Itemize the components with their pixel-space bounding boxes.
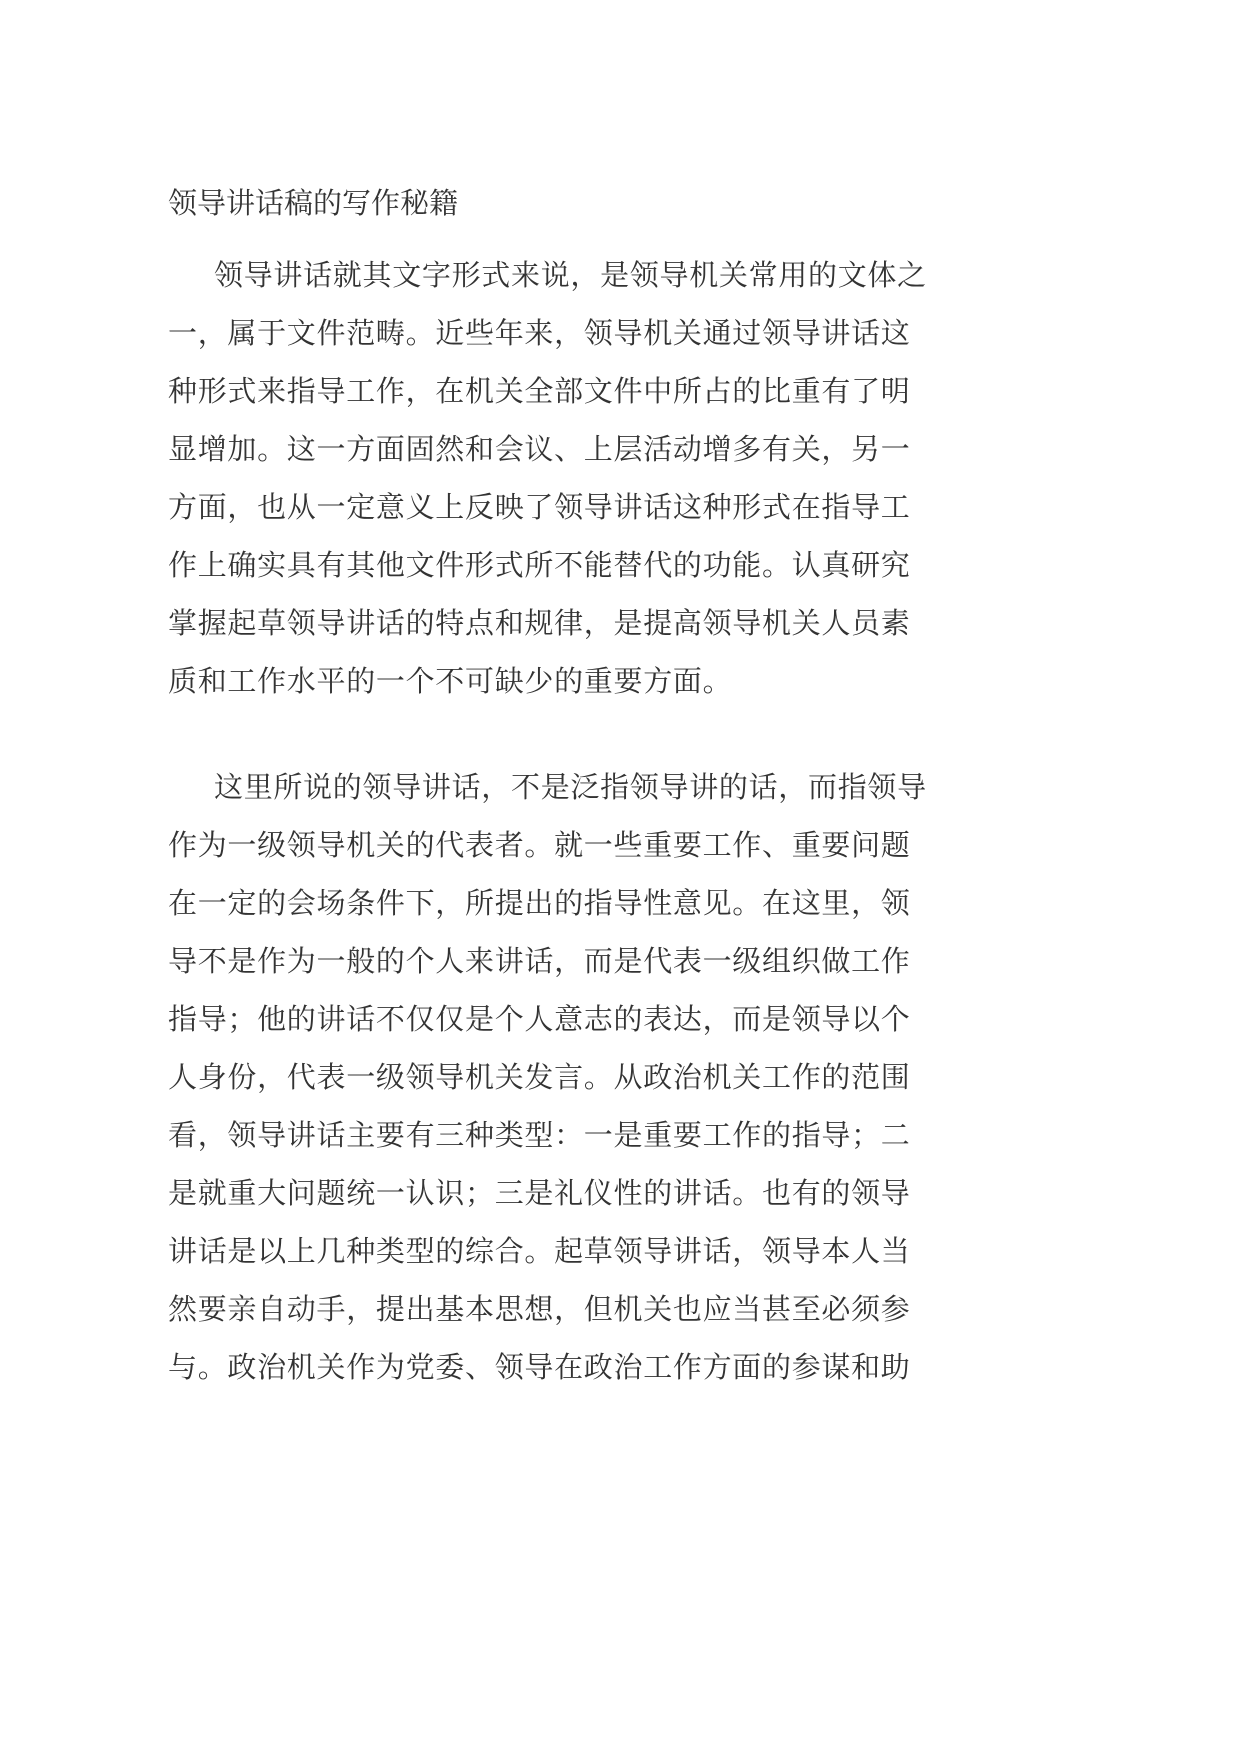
text-line: 一，属于文件范畴。近些年来，领导机关通过领导讲话这	[168, 316, 911, 350]
text-line: 作上确实具有其他文件形式所不能替代的功能。认真研究	[168, 548, 911, 582]
paragraph-2	[168, 758, 948, 1396]
text-line: 领导讲话就其文字形式来说，是领导机关常用的文体之	[214, 258, 927, 292]
text-line: 这里所说的领导讲话，不是泛指领导讲的话，而指领导	[214, 770, 927, 804]
text-line: 与。政治机关作为党委、领导在政治工作方面的参谋和助	[168, 1350, 911, 1384]
text-line: 讲话是以上几种类型的综合。起草领导讲话，领导本人当	[168, 1234, 911, 1268]
text-line: 质和工作水平的一个不可缺少的重要方面。	[168, 664, 733, 698]
text-line: 然要亲自动手，提出基本思想，但机关也应当甚至必须参	[168, 1292, 911, 1326]
text-line: 掌握起草领导讲话的特点和规律，是提高领导机关人员素	[168, 606, 911, 640]
text-line: 是就重大问题统一认识；三是礼仪性的讲话。也有的领导	[168, 1176, 911, 1210]
text-line: 人身份，代表一级领导机关发言。从政治机关工作的范围	[168, 1060, 911, 1094]
text-line: 导不是作为一般的个人来讲话，而是代表一级组织做工作	[168, 944, 911, 978]
paragraph-1	[168, 246, 948, 710]
text-line: 在一定的会场条件下，所提出的指导性意见。在这里，领	[168, 886, 911, 920]
text-line: 指导；他的讲话不仅仅是个人意志的表达，而是领导以个	[168, 1002, 911, 1036]
text-line: 作为一级领导机关的代表者。就一些重要工作、重要问题	[168, 828, 911, 862]
text-line: 看，领导讲话主要有三种类型：一是重要工作的指导；二	[168, 1118, 911, 1152]
text-line: 显增加。这一方面固然和会议、上层活动增多有关，另一	[168, 432, 911, 466]
text-line: 方面，也从一定意义上反映了领导讲话这种形式在指导工	[168, 490, 911, 524]
document-title: 领导讲话稿的写作秘籍	[168, 186, 459, 220]
text-line: 种形式来指导工作，在机关全部文件中所占的比重有了明	[168, 374, 911, 408]
